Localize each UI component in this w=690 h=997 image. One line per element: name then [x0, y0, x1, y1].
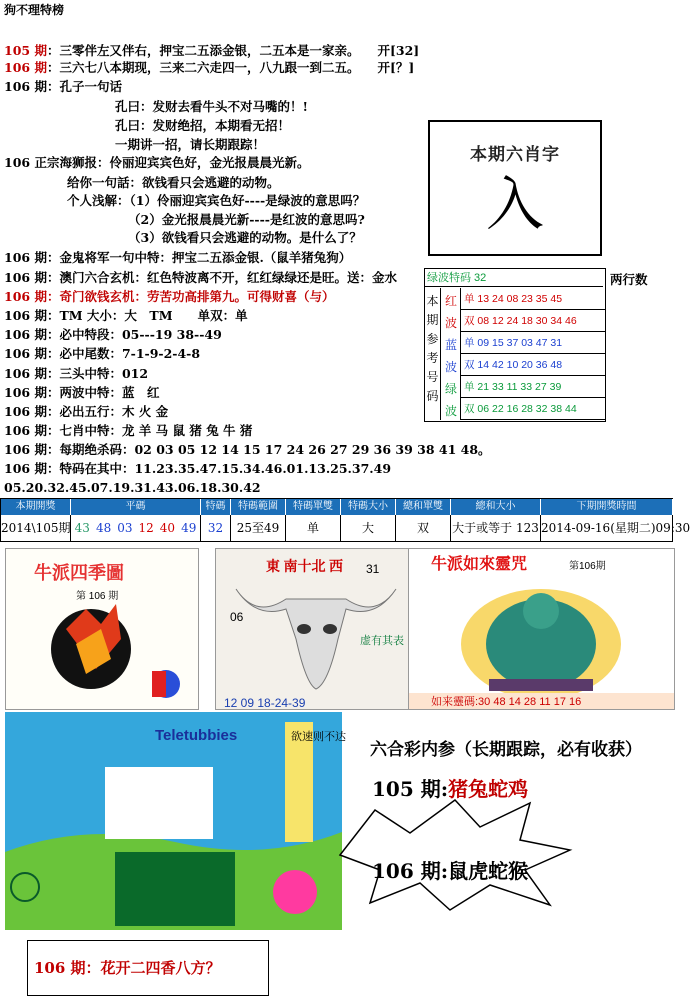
- panel2-06: 06: [230, 610, 244, 624]
- bar-header: 總和大小: [451, 499, 541, 515]
- buddha-panel: [408, 548, 675, 710]
- text-line: [4, 461, 391, 477]
- line-text: （2）金光报晨晨光新----是红波的意思吗?: [128, 212, 365, 227]
- wave-color-char: 波: [444, 360, 457, 374]
- wave-row: 双 14 42 10 20 36 48: [461, 354, 605, 376]
- wave-color-char: 波: [444, 404, 457, 418]
- line-text: 106 正宗海狮报：伶丽迎宾宾色好，金光报晨晨光新。: [4, 155, 310, 170]
- bar-header: 特碼範圍: [231, 499, 286, 515]
- bottom-riddle-box: [27, 940, 269, 996]
- wave-header: 绿波特码 32: [425, 269, 603, 287]
- period-105: [372, 773, 528, 802]
- text-line: [4, 442, 491, 458]
- text-line: [115, 118, 290, 134]
- panel3-period: 第106期: [569, 561, 606, 572]
- panel3-title: 牛派如來靈咒: [431, 556, 528, 573]
- line-text: 106 期：七肖中特：龙 羊 马 鼠 猪 兔 牛 猪: [4, 423, 253, 438]
- panel3-bottom: 如来靈碼:30 48 14 28 11 17 16: [431, 696, 582, 708]
- line-text: ：三六七八本期现，三来二六走四一，八九跟一到二五。: [46, 60, 360, 75]
- wave-row: 双 06 22 16 28 32 38 44: [461, 398, 605, 420]
- bar-header: 本期開獎: [1, 499, 71, 515]
- six-zodiac-box: [428, 120, 602, 256]
- wave-color-char: 红: [444, 294, 457, 308]
- wave-colors: [442, 288, 461, 420]
- text-line: [4, 423, 252, 439]
- ball-number: 03: [117, 521, 133, 535]
- bar-header: 特碼: [201, 499, 231, 515]
- line-text: 106 期：必中特段：05---19 38--49: [4, 327, 222, 342]
- period-106: [372, 855, 528, 884]
- buddha-art: [409, 549, 674, 709]
- wave-side-char: 期: [426, 313, 439, 327]
- box-char: 入: [485, 170, 544, 238]
- period-106-text: 鼠虎蛇猴: [448, 859, 529, 883]
- period-106-label: 106 期:: [372, 859, 449, 883]
- wave-row: 单 21 33 11 33 27 39: [461, 376, 605, 398]
- panel1-period: 第 106 期: [76, 591, 119, 602]
- ad-right: 欲速则不达: [291, 731, 346, 743]
- wave-color-char: 绿: [444, 382, 457, 396]
- inside-title: 六合彩内参（长期跟踪，必有收获）: [370, 740, 642, 760]
- page-title: 狗不理特榜: [4, 3, 65, 17]
- panel1-title: 牛派四季圖: [34, 563, 124, 583]
- line-text: 106 期：每期绝杀码：02 03 05 12 14 15 17 24 26 27 29 36 39 38 41 48。: [4, 442, 491, 457]
- line-text: 05.20.32.45.07.19.31.43.06.18.30.42: [4, 480, 261, 495]
- ad-brand: Teletubbies: [155, 727, 238, 744]
- ball-number: 12: [138, 521, 154, 535]
- ball-number: 40: [159, 521, 176, 535]
- text-line: [128, 230, 362, 246]
- line-text: 106 期：必出五行：木 火 金: [4, 404, 169, 419]
- line-text: 106 期：两波中特：蓝 红: [4, 385, 160, 400]
- line-text: 106 期：澳门六合玄机：红色特波离不开，红红绿绿还是旺。送：金水: [4, 270, 397, 285]
- text-line: [4, 385, 159, 401]
- wave-label: 两行数: [610, 272, 648, 287]
- bar-value: 32: [201, 515, 231, 541]
- text-line: [4, 43, 419, 59]
- text-line: [4, 327, 222, 343]
- draw-result-bar: [0, 498, 690, 542]
- bar-value: 2014-09-16(星期二)09:30: [541, 515, 673, 541]
- four-season-art: [6, 549, 198, 709]
- bar-header: 特碼大小: [341, 499, 396, 515]
- period-label: 106 期: [4, 60, 47, 75]
- wave-color-char: 蓝: [444, 338, 457, 352]
- bar-value: [71, 515, 201, 541]
- line-text: 孔曰：发财去看牛头不对马嘴的！!: [115, 99, 308, 114]
- wave-side-char: 本: [426, 294, 439, 308]
- wave-table: [424, 268, 606, 422]
- text-line: [115, 137, 265, 153]
- bar-header: 總和單雙: [396, 499, 451, 515]
- wave-side-char: 参: [426, 332, 439, 346]
- box-title: 本期六肖字: [470, 145, 560, 165]
- text-line: [4, 404, 168, 420]
- panel2-bottom: 12 09 18-24-39: [224, 696, 306, 710]
- line-text: 106 期：金鬼将军一句中特：押宝二五添金银.（鼠羊猪兔狗）: [4, 250, 352, 265]
- bar-value: 大: [341, 515, 396, 541]
- teletubbies-art: [5, 712, 346, 930]
- wave-side: [425, 288, 441, 420]
- panel2-31: 31: [366, 562, 380, 576]
- text-line: [4, 79, 122, 95]
- bar-value: 大于或等于 123: [451, 515, 541, 541]
- text-line: [4, 366, 148, 382]
- line-text: ：三零伴左又伴右，押宝二五添金银，二五本是一家亲。: [46, 43, 360, 58]
- bar-header: 下期開獎時間: [541, 499, 673, 515]
- text-line: [67, 193, 365, 209]
- line-text: 106 期：特码在其中：11.23.35.47.15.34.46.01.13.25.37.49: [4, 461, 392, 476]
- text-line: [4, 155, 309, 171]
- line-text: 106 期：奇门欲钱玄机：劳苦功高排第九。可得财喜（与）: [4, 289, 335, 304]
- text-line: [4, 346, 200, 362]
- bar-value: 25至49: [231, 515, 286, 541]
- line-result: 开[？]: [377, 60, 415, 75]
- line-text: 个人浅解：（1）伶丽迎宾宾色好----是绿波的意思吗？: [67, 193, 366, 208]
- period-label: 106 期: [4, 79, 47, 94]
- teletubbies-ad: [5, 712, 346, 930]
- wave-side-char: 码: [426, 389, 439, 403]
- text-line: [128, 212, 365, 228]
- wave-row: 单 13 24 08 23 35 45: [461, 288, 605, 310]
- line-text: 106 期：TM 大小：大 TM 单双：单: [4, 308, 248, 323]
- cow-skull-art: [216, 549, 408, 709]
- cow-skull-panel: [215, 548, 409, 710]
- bar-value: 单: [286, 515, 341, 541]
- line-text: 孔曰：发财绝招，本期看无招！: [115, 118, 291, 133]
- text-line: [4, 308, 248, 324]
- four-season-panel: [5, 548, 199, 710]
- ball-number: 48: [95, 521, 112, 535]
- bar-header: 特碼單雙: [286, 499, 341, 515]
- panel2-dirs: 東 南十北 西: [266, 560, 343, 575]
- bar-value: 2014\105期: [1, 515, 71, 541]
- wave-color-char: 波: [444, 316, 457, 330]
- text-line: [115, 99, 308, 115]
- ball-number: 43: [74, 521, 90, 535]
- wave-row: 双 08 12 24 18 30 34 46: [461, 310, 605, 332]
- line-text: 106 期：必中尾数：7-1-9-2-4-8: [4, 346, 201, 361]
- line-text: 给你一句話：欲钱看只会逃避的动物。: [67, 175, 280, 190]
- line-text: ：孔子一句话: [46, 79, 122, 94]
- wave-row: 单 09 15 37 03 47 31: [461, 332, 605, 354]
- line-text: （3）欲钱看只会逃避的动物。是什么了？: [128, 230, 362, 245]
- line-result: 开[32]: [377, 43, 420, 58]
- line-text: 106 期：三头中特：012: [4, 366, 149, 381]
- period-105-text: 猪兔蛇鸡: [448, 777, 529, 801]
- text-line: [4, 480, 261, 496]
- panel2-side: 虚有其表: [360, 635, 404, 647]
- text-line: [4, 250, 351, 266]
- text-line: [4, 270, 397, 286]
- bottom-riddle: 106 期：花开二四香八方？: [34, 959, 221, 977]
- text-line: [4, 60, 414, 76]
- period-105-label: 105 期:: [372, 777, 449, 801]
- period-label: 105 期: [4, 43, 47, 58]
- text-line: [67, 175, 280, 191]
- wave-side-char: 考: [426, 351, 439, 365]
- line-text: 一期讲一招，请长期跟踪！: [115, 137, 266, 152]
- wave-side-char: 号: [426, 370, 439, 384]
- text-line: [4, 289, 334, 305]
- bar-value: 双: [396, 515, 451, 541]
- bar-header: 平碼: [71, 499, 201, 515]
- ball-number: 49: [181, 521, 197, 535]
